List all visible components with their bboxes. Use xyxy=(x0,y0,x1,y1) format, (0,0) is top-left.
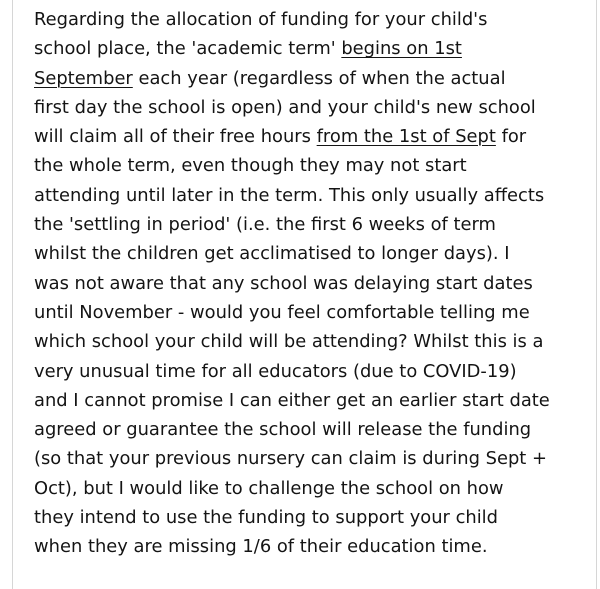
text-segment: the 'settling in period' (i.e. the first 6 weeks of term xyxy=(34,214,496,236)
text-line xyxy=(34,151,590,180)
underlined-phrase: begins on 1st xyxy=(341,38,462,60)
underlined-phrase: from the 1st of Sept xyxy=(316,126,496,148)
text-line xyxy=(34,327,590,356)
text-segment: Oct), but I would like to challenge the school on how xyxy=(34,477,504,499)
text-line xyxy=(34,64,590,93)
text-segment: when they are missing 1/6 of their education time. xyxy=(34,536,488,558)
text-line xyxy=(34,444,590,473)
text-line xyxy=(34,357,590,386)
text-segment: school place, the 'academic term' xyxy=(34,38,342,60)
text-line xyxy=(34,122,590,151)
text-segment: very unusual time for all educators (due to COVID-19) xyxy=(34,360,517,382)
text-segment: attending until later in the term. This only usually affects xyxy=(34,184,545,206)
text-segment: the whole term, even though they may not start xyxy=(34,155,467,177)
text-line xyxy=(34,181,590,210)
right-edge-divider xyxy=(596,0,597,589)
text-segment: Regarding the allocation of funding for your child's xyxy=(34,9,488,30)
text-line xyxy=(34,415,590,444)
text-segment: which school your child will be attending? Whilst this is a xyxy=(34,331,544,353)
text-segment: was not aware that any school was delaying start dates xyxy=(34,272,533,294)
text-segment: for xyxy=(495,126,527,148)
text-segment: will claim all of their free hours xyxy=(34,126,317,148)
underlined-phrase: September xyxy=(34,67,133,89)
text-segment: first day the school is open) and your child's new school xyxy=(34,96,536,118)
text-segment: they intend to use the funding to support your child xyxy=(34,507,499,529)
text-segment: until November - would you feel comfortable telling me xyxy=(34,301,530,323)
text-line xyxy=(34,532,590,561)
text-segment: whilst the children get acclimatised to longer days). I xyxy=(34,243,510,265)
left-edge-divider xyxy=(12,0,13,589)
text-line xyxy=(34,269,590,298)
text-segment: each year (regardless of when the actual xyxy=(132,67,506,89)
text-line xyxy=(34,474,590,503)
text-segment: (so that your previous nursery can claim is during Sept + xyxy=(34,448,547,470)
text-line xyxy=(34,503,590,532)
text-segment: and I cannot promise I can either get an earlier start date xyxy=(34,389,550,411)
text-line xyxy=(34,386,590,415)
text-line xyxy=(34,5,590,34)
text-line xyxy=(34,210,590,239)
text-line xyxy=(34,93,590,122)
message-body xyxy=(34,5,594,562)
text-line xyxy=(34,298,590,327)
text-line xyxy=(34,239,590,268)
text-segment: agreed or guarantee the school will release the funding xyxy=(34,419,532,441)
text-line xyxy=(34,34,590,63)
